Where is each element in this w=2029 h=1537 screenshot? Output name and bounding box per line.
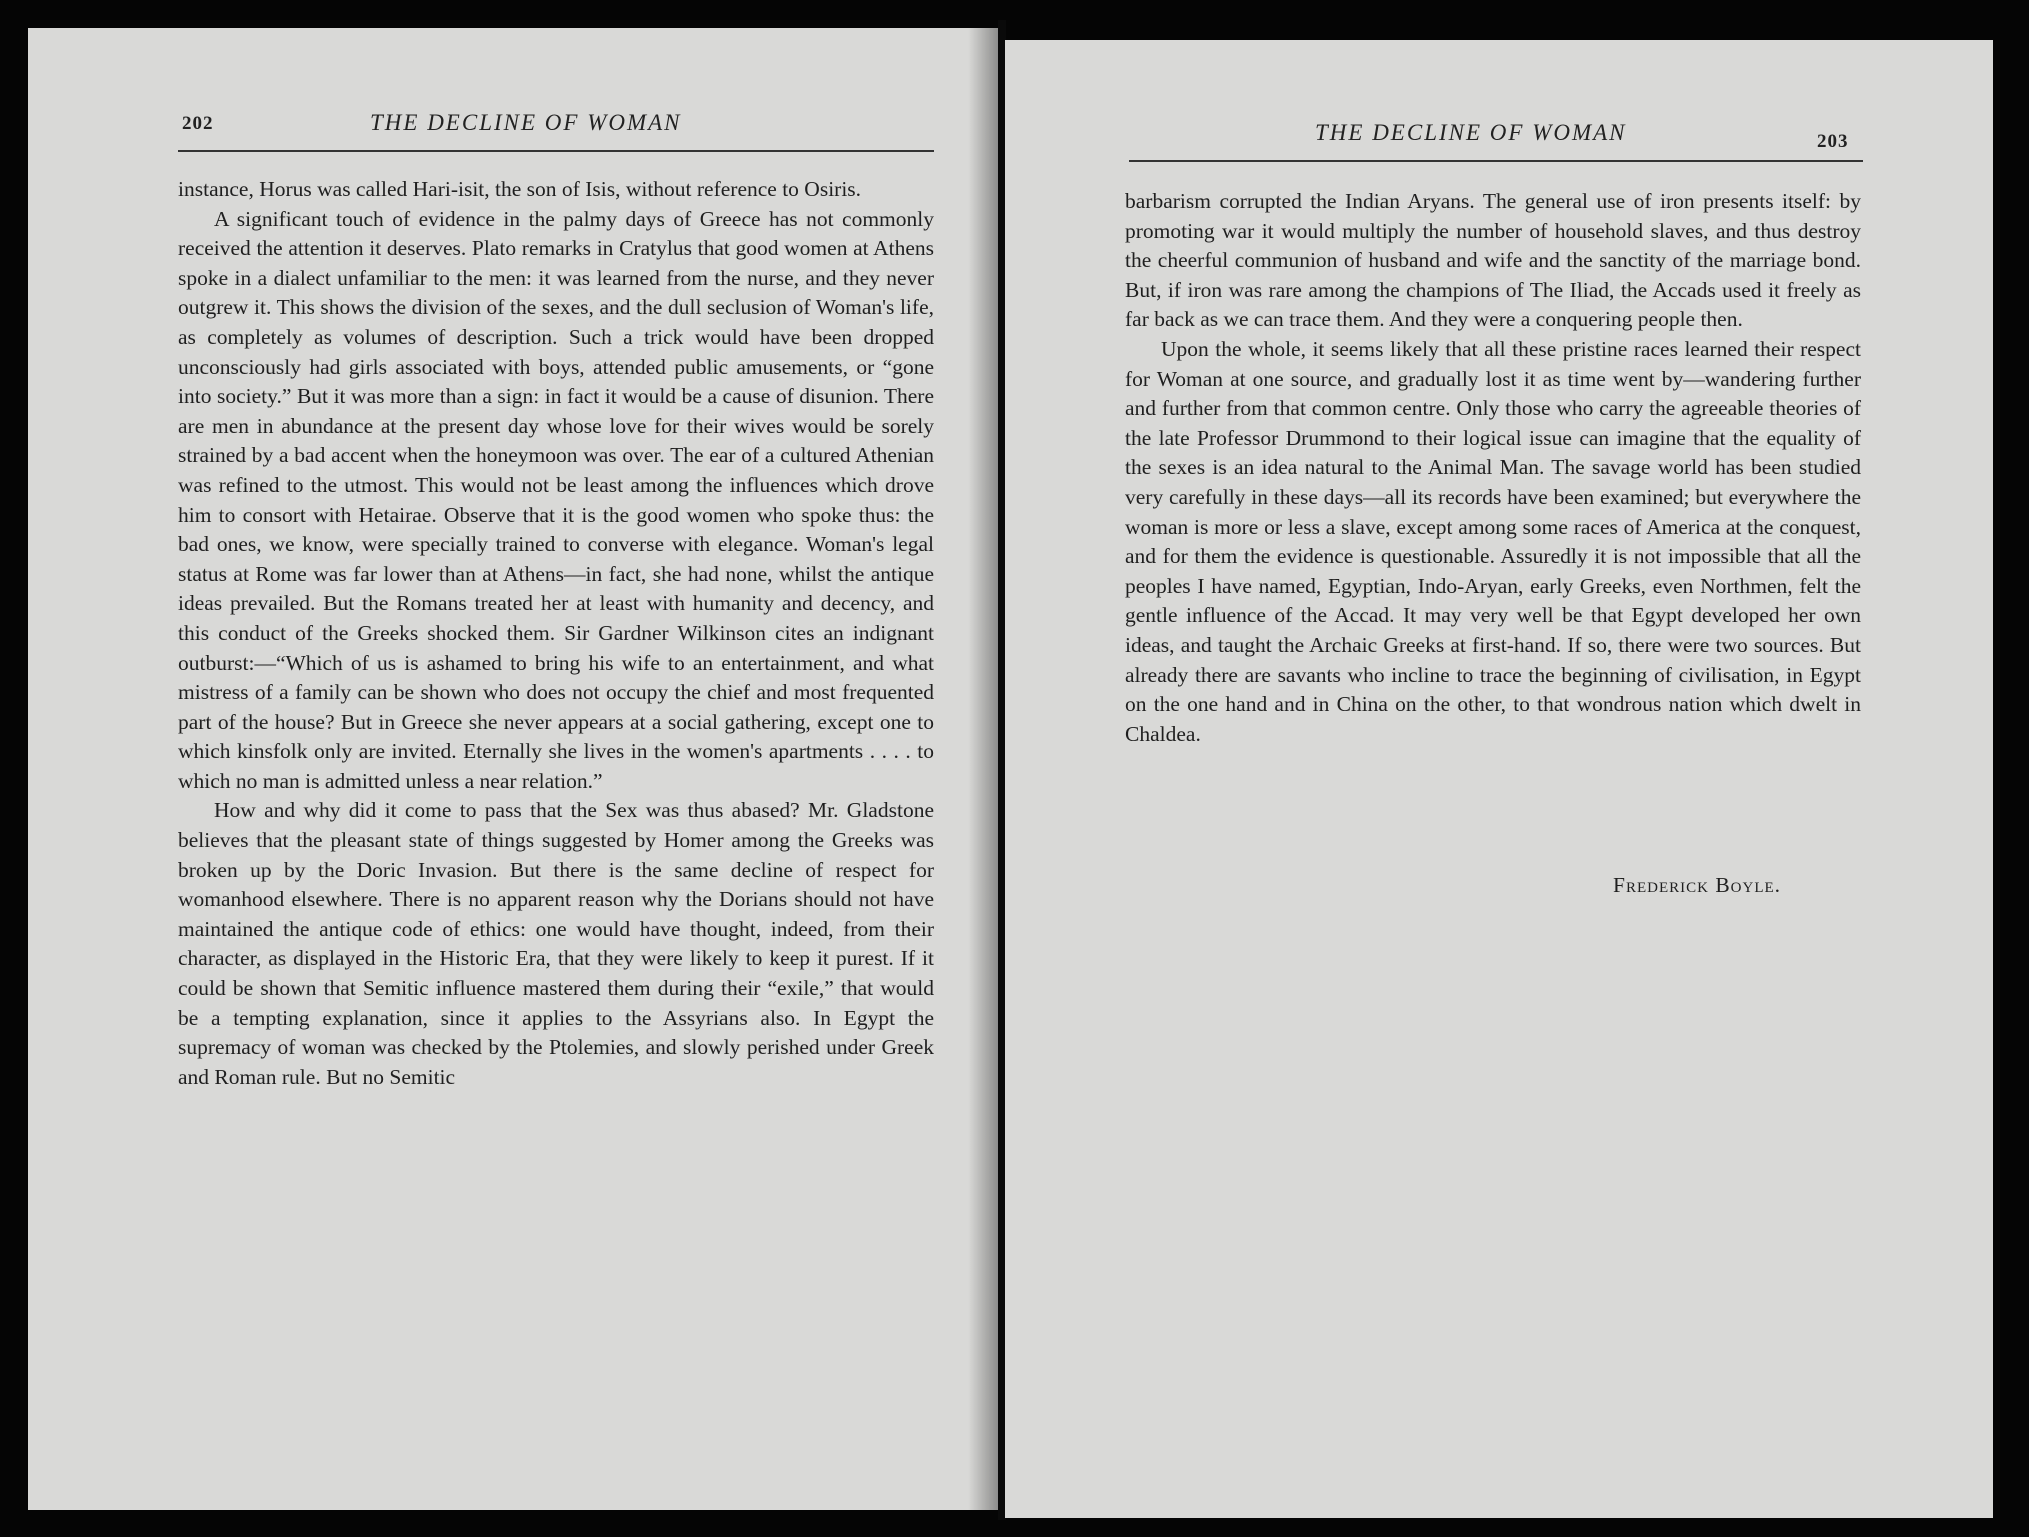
left-page-body: [178, 175, 934, 1092]
left-page: [28, 28, 998, 1510]
paragraph: barbarism corrupted the Indian Aryans. The general use of iron presents itself: by promoting war it would multiply the number of household slaves, and thus destroy the cheerful communion of husband and wife and the sanctity of the marriage bond. But, if iron was rare among the champions of The Iliad, the Accads used it freely as far back as we can trace them. And they were a conquering people then.: [1125, 189, 1861, 332]
paragraph: How and why did it come to pass that the Sex was thus abased? Mr. Gladstone believes that the pleasant state of things suggested by Homer among the Greeks was broken up by the Doric Invasion. But there is the same decline of respect for womanhood elsewhere. There is no apparent reason why the Dorians should not have maintained the antique code of ethics: one would have thought, indeed, from their character, as displayed in the Historic Era, that they were likely to keep it purest. If it could be shown that Semitic influence mastered them during their “exile,” that would be a tempting explanation, since it applies to the Assyrians also. In Egypt the supremacy of woman was checked by the Ptolemies, and slowly perished under Greek and Roman rule. But no Semitic: [178, 798, 934, 1089]
running-head-right: THE DECLINE OF WOMAN: [1315, 120, 1627, 145]
right-page-body: [1125, 187, 1861, 749]
page-gutter-shadow: [968, 28, 998, 1510]
page-number-right: 203: [1817, 131, 1849, 152]
running-head-left: THE DECLINE OF WOMAN: [370, 110, 682, 135]
author-signature: Frederick Boyle.: [1613, 873, 1782, 897]
paragraph: Upon the whole, it seems likely that all these pristine races learned their respect for Woman at one source, and gradually lost it as time went by—wandering further and further from that common centre. Only those who carry the agreeable theories of the late Professor Drummond to their logical issue can imagine that the equality of the sexes is an idea natural to the Animal Man. The savage world has been studied very carefully in these days—all its records have been examined; but everywhere the woman is more or less a slave, except among some races of America at the conquest, and for them the evidence is questionable. Assuredly it is not impossible that all the peoples I have named, Egyptian, Indo-Aryan, early Greeks, even Northmen, felt the gentle influence of the Accad. It may very well be that Egypt developed her own ideas, and taught the Archaic Greeks at first-hand. If so, there were two sources. But already there are savants who incline to trace the beginning of civilisation, in Egypt on the one hand and in China on the other, to that wondrous nation which dwelt in Chaldea.: [1125, 336, 1861, 746]
right-page: [1005, 40, 1993, 1518]
page-number-left: 202: [182, 113, 214, 134]
header-rule-right: [1129, 160, 1863, 162]
paragraph: A significant touch of evidence in the palmy days of Greece has not commonly received the attention it deserves. Plato remarks in Cratylus that good women at Athens spoke in a dialect unfamiliar to the men: it was learned from the nurse, and they never outgrew it. This shows the division of the sexes, and the dull seclusion of Woman's life, as completely as volumes of description. Such a trick would have been dropped unconsciously had girls associated with boys, attended public amusements, or “gone into society.” But it was more than a sign: in fact it would be a cause of disunion. There are men in abundance at the present day whose love for their wives would be sorely strained by a bad accent when the honeymoon was over. The ear of a cultured Athenian was refined to the utmost. This would not be least among the influences which drove him to consort with Hetairae. Observe that it is the good women who spoke thus: the bad ones, we know, were specially trained to converse with elegance. Woman's legal status at Rome was far lower than at Athens—in fact, she had none, whilst the antique ideas prevailed. But the Romans treated her at least with humanity and decency, and this conduct of the Greeks shocked them. Sir Gardner Wilkinson cites an indignant outburst:—“Which of us is ashamed to bring his wife to an entertainment, and what mistress of a family can be shown who does not occupy the chief and most frequented part of the house? But in Greece she never appears at a social gathering, except one to which kinsfolk only are invited. Eternally she lives in the women's apartments . . . . to which no man is admitted unless a near relation.”: [178, 206, 934, 793]
paragraph: instance, Horus was called Hari-isit, the son of Isis, without reference to Osiris.: [178, 177, 862, 201]
header-rule-left: [178, 150, 934, 152]
